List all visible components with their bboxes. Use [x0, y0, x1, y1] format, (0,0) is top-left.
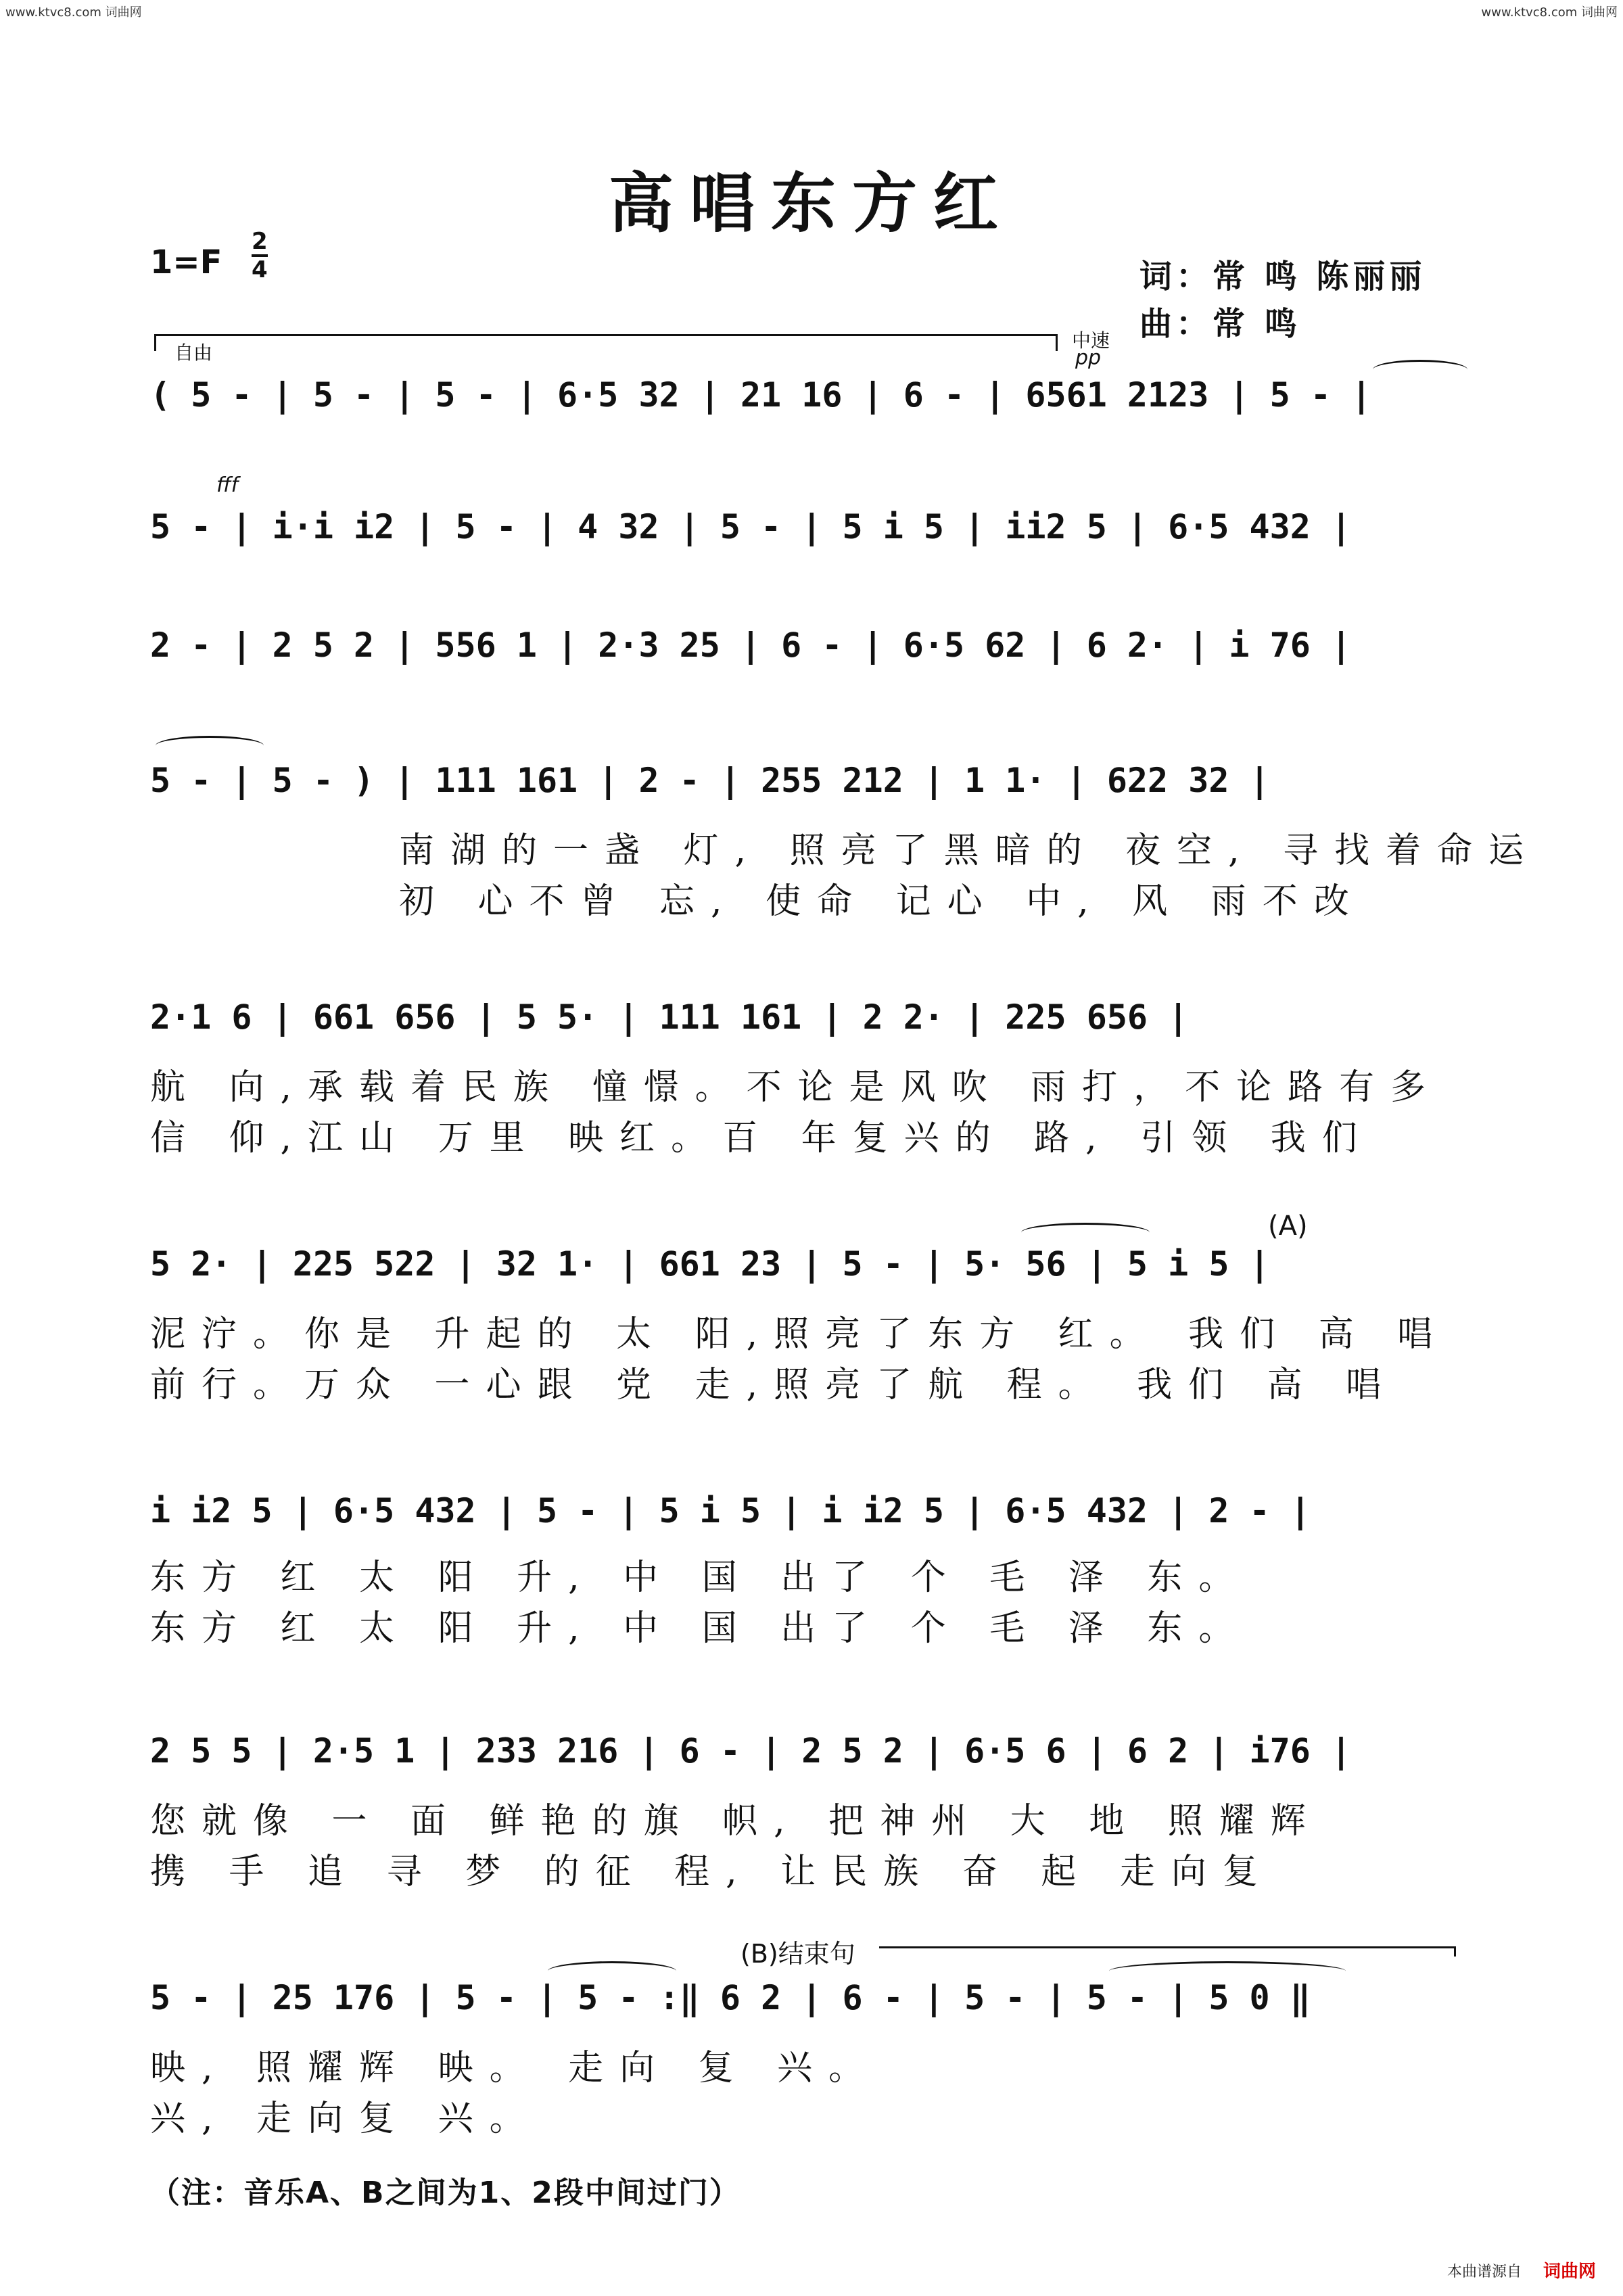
score-line-8: 2 5 5 | 2·5 1 | 233 216 | 6 - | 2 5 2 | 6·5 6 | 6 2 | i76 | [150, 1731, 1352, 1771]
header-left-url: www.ktvc8.com 词曲网 [5, 5, 142, 20]
dynamic-fff: fff [216, 473, 239, 497]
free-tempo-bracket [154, 334, 1058, 351]
score-line-2: 5 - | i·i i2 | 5 - | 4 32 | 5 - | 5 i 5 | ii2 5 | 6·5 432 | [150, 507, 1352, 546]
meter-bottom: 4 [252, 256, 268, 283]
lyric-line-5b: 信 仰,江山 万里 映红。百 年复兴的 路, 引领 我们 [150, 1118, 1373, 1158]
tie-arc [1021, 1223, 1150, 1242]
tie-arc [548, 1961, 676, 1981]
header-right-url: www.ktvc8.com 词曲网 [1481, 5, 1618, 20]
lyric-line-4b: 初 心不曾 忘, 使命 记心 中, 风 雨不改 [399, 881, 1365, 922]
ending-bracket [879, 1946, 1456, 1957]
score-line-7: i i2 5 | 6·5 432 | 5 - | 5 i 5 | i i2 5 | 6·5 432 | 2 - | [150, 1491, 1311, 1530]
lyric-line-5a: 航 向,承载着民族 憧憬。不论是风吹 雨打，不论路有多 [150, 1067, 1442, 1108]
lyric-line-7a: 东方 红 太 阳 升, 中 国 出了 个 毛 泽 东。 [150, 1557, 1250, 1598]
meter-top: 2 [252, 229, 268, 257]
section-b-mark: (B)结束句 [740, 1939, 855, 1969]
footnote: （注：音乐A、B之间为1、2段中间过门） [150, 2176, 740, 2210]
score-line-6: 5 2· | 225 522 | 32 1· | 661 23 | 5 - | 5· 56 | 5 i 5 | [150, 1244, 1270, 1284]
score-line-9: 5 - | 25 176 | 5 - | 5 - :‖ 6 2 | 6 - | 5 - | 5 - | 5 0 ‖ [150, 1978, 1311, 2017]
dynamic-pp: pp [1075, 346, 1102, 370]
lyric-line-9b: 兴, 走向复 兴。 [150, 2099, 541, 2139]
section-a-mark: (A) [1268, 1211, 1308, 1242]
song-title: 高唱东方红 [609, 165, 1014, 241]
lyric-line-7b: 东方 红 太 阳 升, 中 国 出了 个 毛 泽 东。 [150, 1608, 1250, 1649]
lyric-line-6a: 泥泞。你是 升起的 太 阳,照亮了东方 红。 我们 高 唱 [150, 1314, 1449, 1355]
tie-arc [1373, 360, 1467, 379]
lyric-line-4a: 南湖的一盏 灯, 照亮了黑暗的 夜空, 寻找着命运 [399, 830, 1540, 871]
lyric-line-8a: 您就像 一 面 鲜艳的旗 帜, 把神州 大 地 照耀辉 [150, 1801, 1322, 1842]
time-signature [252, 229, 268, 283]
tie-arc [156, 736, 264, 755]
lyricist-credit: 词：常 鸣 陈丽丽 [1139, 258, 1426, 296]
score-line-4: 5 - | 5 - ) | 111 161 | 2 - | 255 212 | 1 1· | 622 32 | [150, 761, 1270, 800]
key-signature: 1=F [150, 243, 222, 281]
tempo-mark: 中速 [1072, 329, 1110, 352]
composer-credit: 曲：常 鸣 [1139, 305, 1301, 343]
lyric-line-8b: 携 手 追 寻 梦 的征 程, 让民族 奋 起 走向复 [150, 1852, 1274, 1892]
footer-source: 本曲谱源自 [1446, 2264, 1522, 2280]
tie-arc [1109, 1961, 1346, 1981]
lyric-line-9a: 映, 照耀辉 映。 走向 复 兴。 [150, 2048, 880, 2088]
free-tempo-mark: 自由 [174, 342, 213, 364]
score-line-5: 2·1 6 | 661 656 | 5 5· | 111 161 | 2 2· | 225 656 | [150, 998, 1189, 1037]
footer-site-logo: 词曲网 [1543, 2262, 1596, 2282]
score-line-3: 2 - | 2 5 2 | 556 1 | 2·3 25 | 6 - | 6·5 62 | 6 2· | i 76 | [150, 626, 1352, 665]
score-line-1: ( 5 - | 5 - | 5 - | 6·5 32 | 21 16 | 6 - | 6561 2123 | 5 - | [150, 375, 1372, 415]
lyric-line-6b: 前行。万众 一心跟 党 走,照亮了航 程。 我们 高 唱 [150, 1365, 1398, 1405]
